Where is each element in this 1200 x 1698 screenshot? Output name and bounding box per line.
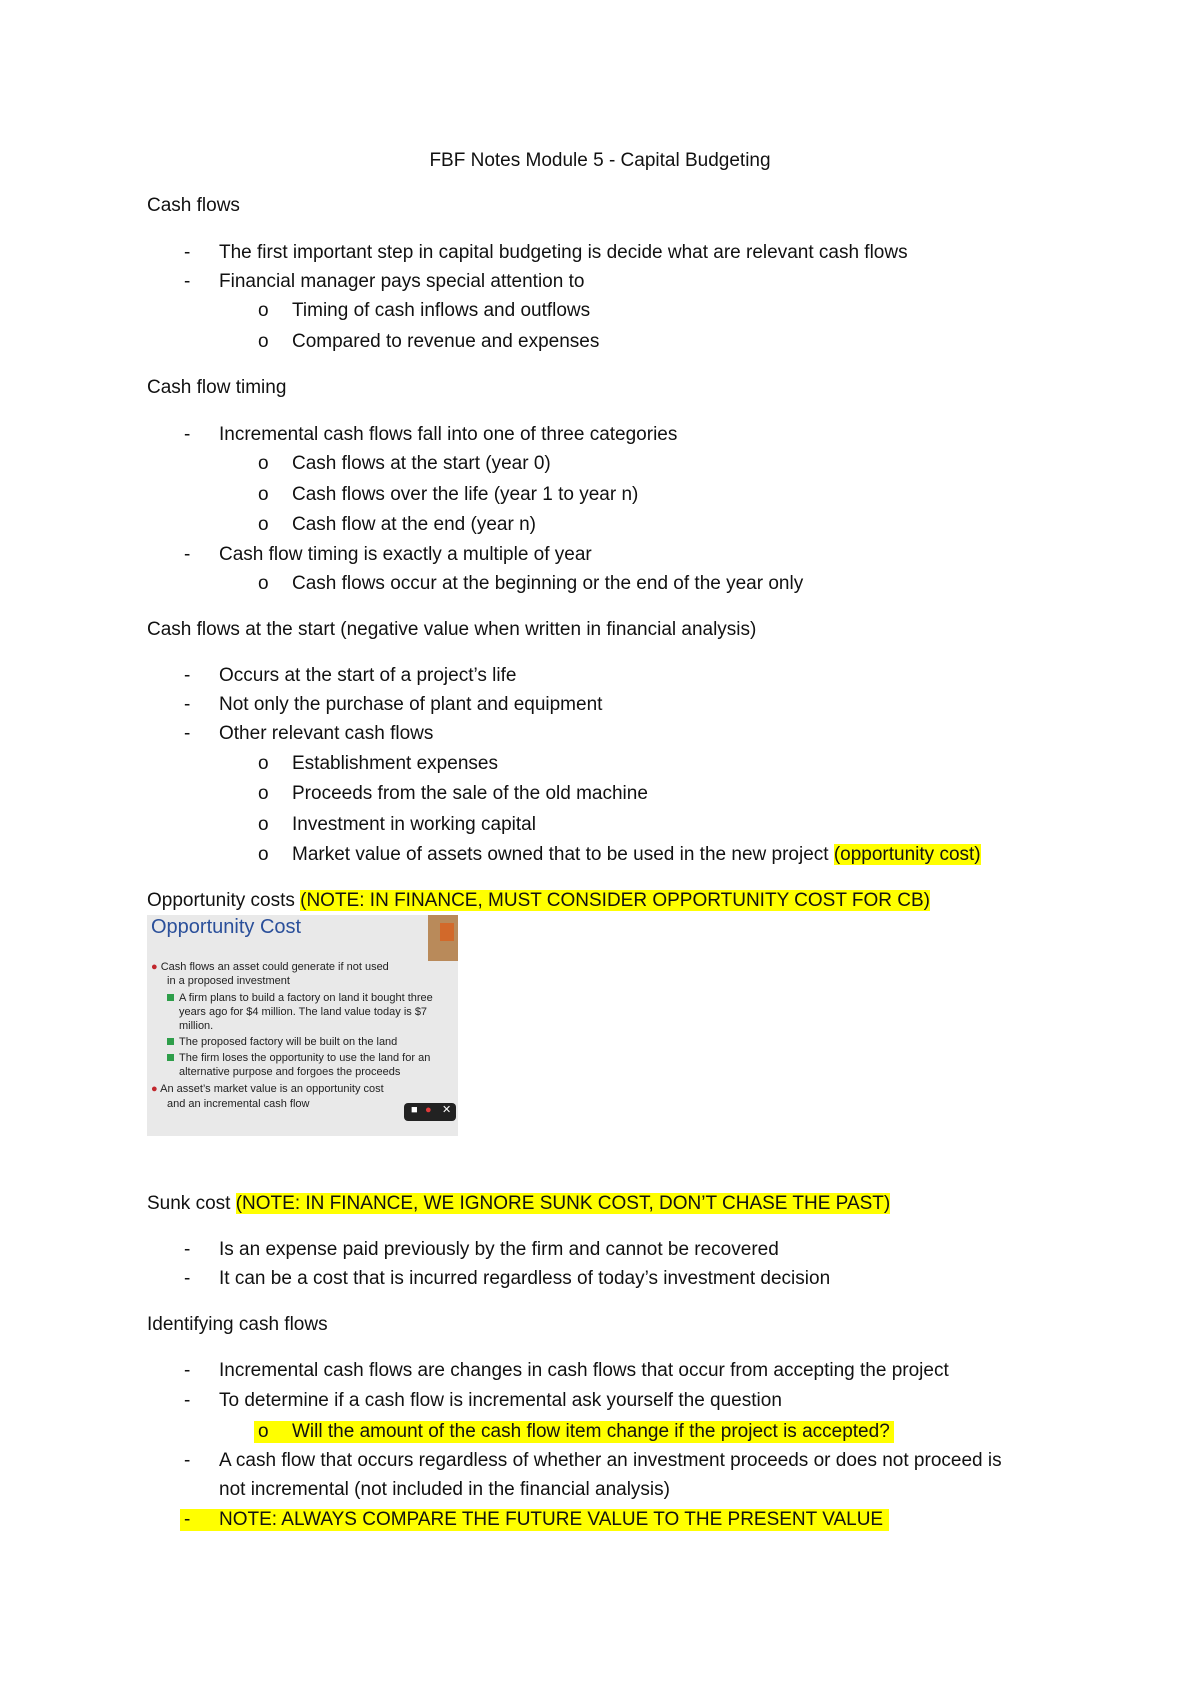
bullet-item: It can be a cost that is incurred regardless of today’s investment decision — [219, 1268, 831, 1289]
section-heading-opportunity-costs — [147, 891, 930, 910]
slide-line: years ago for $4 million. The land value today is $7 — [179, 1006, 428, 1018]
note-text: NOTE: ALWAYS COMPARE THE FUTURE VALUE TO THE PRESENT VALUE — [219, 1509, 884, 1530]
highlight-opportunity-cost: (opportunity cost) — [833, 844, 981, 865]
heading-text: Sunk cost — [147, 1193, 231, 1214]
sub-bullet-marker: o — [258, 331, 269, 352]
slide-line: and an incremental cash flow — [167, 1098, 310, 1110]
green-square-icon — [167, 994, 174, 1001]
sub-bullet-marker: o — [258, 300, 269, 321]
bullet-dash: - — [184, 424, 191, 445]
bullet-item-continued: not incremental (not included in the financial analysis) — [219, 1479, 670, 1500]
section-heading-cash-flows: Cash flows — [147, 195, 240, 216]
bullet-dash: - — [184, 723, 191, 744]
sub-bullet-marker: o — [258, 484, 269, 505]
sub-bullet-marker: o — [258, 514, 269, 535]
sub-bullet-marker: o — [258, 573, 269, 594]
bullet-item: Financial manager pays special attention to — [219, 271, 585, 292]
sub-bullet-item: Investment in working capital — [292, 814, 536, 835]
bullet-item: Cash flow timing is exactly a multiple of year — [219, 544, 592, 565]
sub-bullet-marker: o — [258, 453, 269, 474]
sub-bullet-text: Will the amount of the cash flow item change if the project is accepted? — [292, 1421, 890, 1442]
bullet-dash: - — [184, 271, 191, 292]
section-heading-sunk-cost — [147, 1194, 890, 1213]
bullet-dash: - — [184, 1509, 191, 1530]
slide-title: Opportunity Cost — [151, 916, 302, 938]
bullet-dash: - — [184, 1360, 191, 1381]
highlighted-question — [254, 1421, 894, 1443]
green-square-icon — [167, 1038, 174, 1045]
section-heading-cash-flow-timing: Cash flow timing — [147, 377, 287, 398]
section-heading-cash-flows-at-start: Cash flows at the start (negative value when written in financial analysis) — [147, 619, 757, 640]
slide-text: The proposed factory will be built on the land — [179, 1036, 398, 1048]
sub-bullet-marker: o — [258, 814, 269, 835]
bullet-item: Is an expense paid previously by the firm and cannot be recovered — [219, 1239, 779, 1260]
sub-bullet-marker: o — [258, 1421, 269, 1442]
sub-bullet-item: Compared to revenue and expenses — [292, 331, 600, 352]
slide-line: alternative purpose and forgoes the proceeds — [179, 1066, 401, 1078]
sub-bullet-item: Proceeds from the sale of the old machine — [292, 783, 648, 804]
bullet-dash: - — [184, 544, 191, 565]
media-controls[interactable] — [404, 1103, 456, 1121]
section-heading-identifying-cash-flows: Identifying cash flows — [147, 1314, 328, 1335]
bullet-dash: - — [184, 665, 191, 686]
highlight-note: (NOTE: IN FINANCE, WE IGNORE SUNK COST, DON’T CHASE THE PAST) — [235, 1193, 891, 1214]
bullet-dash: - — [184, 1390, 191, 1411]
page-title: FBF Notes Module 5 - Capital Budgeting — [429, 150, 771, 171]
slide-line: in a proposed investment — [167, 975, 290, 987]
slide-line — [151, 1084, 384, 1095]
slide-photo-detail — [440, 923, 454, 941]
slide-text: Cash flows an asset could generate if not used — [160, 961, 389, 973]
red-bullet-icon: ● — [151, 1083, 158, 1095]
sub-bullet-item: Establishment expenses — [292, 753, 498, 774]
slide-line — [167, 1053, 430, 1064]
bullet-item: Incremental cash flows fall into one of three categories — [219, 424, 678, 445]
slide-line — [151, 962, 389, 973]
stop-icon[interactable]: ■ — [411, 1104, 418, 1116]
slide-text: A firm plans to build a factory on land it bought three — [179, 992, 433, 1004]
bullet-item: To determine if a cash flow is incremental ask yourself the question — [219, 1390, 782, 1411]
highlight-note: (NOTE: IN FINANCE, MUST CONSIDER OPPORTUNITY COST FOR CB) — [300, 890, 930, 911]
bullet-dash: - — [184, 1450, 191, 1471]
sub-bullet-item — [292, 845, 981, 864]
bullet-dash: - — [184, 694, 191, 715]
heading-text: Opportunity costs — [147, 890, 295, 911]
close-icon[interactable]: ✕ — [442, 1104, 452, 1116]
opportunity-cost-slide-image — [147, 915, 458, 1136]
sub-bullet-text: Market value of assets owned that to be used in the new project — [292, 844, 829, 865]
sub-bullet-item: Cash flows over the life (year 1 to year n) — [292, 484, 639, 505]
sub-bullet-marker: o — [258, 844, 269, 865]
bullet-dash: - — [184, 242, 191, 263]
bullet-item: Incremental cash flows are changes in cash flows that occur from accepting the project — [219, 1360, 949, 1381]
green-square-icon — [167, 1054, 174, 1061]
slide-text: The firm loses the opportunity to use the land for an — [179, 1052, 431, 1064]
sub-bullet-item: Cash flows at the start (year 0) — [292, 453, 551, 474]
sub-bullet-marker: o — [258, 753, 269, 774]
record-icon[interactable]: ● — [425, 1104, 432, 1116]
bullet-dash: - — [184, 1239, 191, 1260]
red-bullet-icon: ● — [151, 961, 158, 973]
slide-line — [167, 1037, 397, 1048]
slide-text: An asset’s market value is an opportunity cost — [160, 1083, 384, 1095]
sub-bullet-item: Timing of cash inflows and outflows — [292, 300, 591, 321]
bullet-item: A cash flow that occurs regardless of whether an investment proceeds or does not proceed is — [219, 1450, 1002, 1471]
bullet-item: The first important step in capital budgeting is decide what are relevant cash flows — [219, 242, 908, 263]
bullet-dash: - — [184, 1268, 191, 1289]
bullet-item: Other relevant cash flows — [219, 723, 434, 744]
sub-bullet-item: Cash flow at the end (year n) — [292, 514, 536, 535]
bullet-item: Occurs at the start of a project’s life — [219, 665, 517, 686]
slide-line — [167, 993, 433, 1004]
sub-bullet-item: Cash flows occur at the beginning or the end of the year only — [292, 573, 804, 594]
slide-line: million. — [179, 1020, 214, 1032]
sub-bullet-marker: o — [258, 783, 269, 804]
bullet-item: Not only the purchase of plant and equipment — [219, 694, 603, 715]
highlighted-note — [180, 1509, 889, 1531]
